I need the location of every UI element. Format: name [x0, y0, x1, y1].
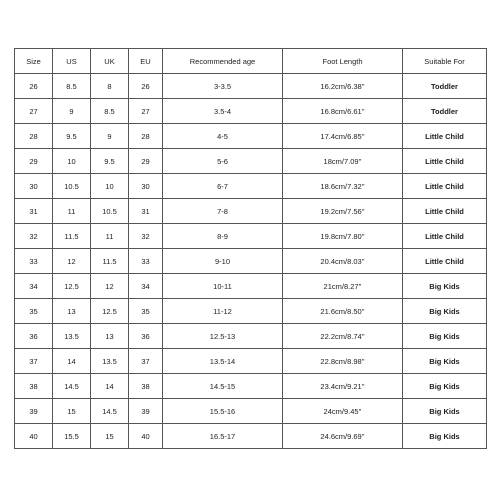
cell-uk: 14: [91, 374, 129, 399]
table-row: [15, 424, 487, 449]
cell-recommended-age: 8-9: [163, 224, 283, 249]
cell-size: 35: [15, 299, 53, 324]
cell-uk: 10: [91, 174, 129, 199]
cell-uk: 11: [91, 224, 129, 249]
cell-suitable-for: Little Child: [403, 199, 487, 224]
table-row: [15, 199, 487, 224]
cell-suitable-for: Little Child: [403, 174, 487, 199]
cell-uk: 14.5: [91, 399, 129, 424]
header-recommended-age: Recommended age: [163, 49, 283, 74]
cell-size: 36: [15, 324, 53, 349]
cell-suitable-for: Big Kids: [403, 349, 487, 374]
table-row: [15, 174, 487, 199]
cell-us: 13: [53, 299, 91, 324]
cell-us: 11.5: [53, 224, 91, 249]
cell-uk: 15: [91, 424, 129, 449]
table-row: [15, 299, 487, 324]
cell-recommended-age: 10-11: [163, 274, 283, 299]
cell-recommended-age: 13.5-14: [163, 349, 283, 374]
cell-foot-length: 22.8cm/8.98'': [283, 349, 403, 374]
cell-us: 9.5: [53, 124, 91, 149]
table-row: [15, 124, 487, 149]
cell-size: 40: [15, 424, 53, 449]
cell-foot-length: 23.4cm/9.21'': [283, 374, 403, 399]
cell-suitable-for: Big Kids: [403, 274, 487, 299]
cell-us: 11: [53, 199, 91, 224]
cell-recommended-age: 14.5-15: [163, 374, 283, 399]
cell-size: 26: [15, 74, 53, 99]
table-row: [15, 274, 487, 299]
cell-foot-length: 20.4cm/8.03'': [283, 249, 403, 274]
cell-foot-length: 16.8cm/6.61'': [283, 99, 403, 124]
cell-us: 8.5: [53, 74, 91, 99]
cell-suitable-for: Toddler: [403, 74, 487, 99]
cell-uk: 10.5: [91, 199, 129, 224]
table-row: [15, 99, 487, 124]
header-uk: UK: [91, 49, 129, 74]
cell-us: 15: [53, 399, 91, 424]
cell-eu: 34: [129, 274, 163, 299]
cell-size: 39: [15, 399, 53, 424]
cell-suitable-for: Toddler: [403, 99, 487, 124]
table-row: [15, 374, 487, 399]
cell-uk: 8: [91, 74, 129, 99]
cell-foot-length: 24cm/9.45'': [283, 399, 403, 424]
table-row: [15, 249, 487, 274]
cell-size: 27: [15, 99, 53, 124]
cell-eu: 29: [129, 149, 163, 174]
cell-eu: 38: [129, 374, 163, 399]
cell-foot-length: 18cm/7.09'': [283, 149, 403, 174]
cell-eu: 40: [129, 424, 163, 449]
cell-suitable-for: Big Kids: [403, 374, 487, 399]
size-chart-table: [14, 48, 487, 449]
cell-us: 10.5: [53, 174, 91, 199]
cell-suitable-for: Big Kids: [403, 324, 487, 349]
cell-uk: 9.5: [91, 149, 129, 174]
cell-eu: 26: [129, 74, 163, 99]
cell-foot-length: 24.6cm/9.69'': [283, 424, 403, 449]
cell-uk: 8.5: [91, 99, 129, 124]
cell-foot-length: 16.2cm/6.38'': [283, 74, 403, 99]
cell-foot-length: 21cm/8.27'': [283, 274, 403, 299]
cell-size: 33: [15, 249, 53, 274]
cell-eu: 37: [129, 349, 163, 374]
cell-eu: 33: [129, 249, 163, 274]
cell-recommended-age: 15.5-16: [163, 399, 283, 424]
cell-us: 13.5: [53, 324, 91, 349]
cell-foot-length: 21.6cm/8.50'': [283, 299, 403, 324]
header-us: US: [53, 49, 91, 74]
table-row: [15, 349, 487, 374]
cell-uk: 13.5: [91, 349, 129, 374]
cell-recommended-age: 6-7: [163, 174, 283, 199]
cell-recommended-age: 4-5: [163, 124, 283, 149]
header-foot-length: Foot Length: [283, 49, 403, 74]
cell-recommended-age: 9-10: [163, 249, 283, 274]
cell-eu: 32: [129, 224, 163, 249]
cell-foot-length: 17.4cm/6.85'': [283, 124, 403, 149]
cell-eu: 36: [129, 324, 163, 349]
table-row: [15, 224, 487, 249]
cell-suitable-for: Big Kids: [403, 399, 487, 424]
cell-suitable-for: Little Child: [403, 149, 487, 174]
cell-eu: 30: [129, 174, 163, 199]
cell-uk: 12: [91, 274, 129, 299]
header-row: [15, 49, 487, 74]
cell-eu: 35: [129, 299, 163, 324]
cell-size: 29: [15, 149, 53, 174]
cell-uk: 9: [91, 124, 129, 149]
cell-us: 12: [53, 249, 91, 274]
cell-suitable-for: Little Child: [403, 249, 487, 274]
cell-foot-length: 19.8cm/7.80'': [283, 224, 403, 249]
cell-recommended-age: 3.5-4: [163, 99, 283, 124]
cell-uk: 13: [91, 324, 129, 349]
cell-size: 28: [15, 124, 53, 149]
table-row: [15, 324, 487, 349]
cell-foot-length: 22.2cm/8.74'': [283, 324, 403, 349]
cell-recommended-age: 16.5-17: [163, 424, 283, 449]
cell-size: 31: [15, 199, 53, 224]
cell-suitable-for: Big Kids: [403, 299, 487, 324]
table-body: [15, 74, 487, 449]
cell-recommended-age: 5-6: [163, 149, 283, 174]
header-size: Size: [15, 49, 53, 74]
table-row: [15, 149, 487, 174]
cell-suitable-for: Big Kids: [403, 424, 487, 449]
cell-uk: 11.5: [91, 249, 129, 274]
cell-eu: 27: [129, 99, 163, 124]
table-row: [15, 74, 487, 99]
cell-recommended-age: 11-12: [163, 299, 283, 324]
cell-size: 37: [15, 349, 53, 374]
cell-size: 38: [15, 374, 53, 399]
cell-eu: 39: [129, 399, 163, 424]
cell-us: 10: [53, 149, 91, 174]
table-header: [15, 49, 487, 74]
cell-suitable-for: Little Child: [403, 124, 487, 149]
cell-us: 14: [53, 349, 91, 374]
cell-foot-length: 19.2cm/7.56'': [283, 199, 403, 224]
cell-size: 30: [15, 174, 53, 199]
cell-foot-length: 18.6cm/7.32'': [283, 174, 403, 199]
cell-eu: 31: [129, 199, 163, 224]
cell-size: 34: [15, 274, 53, 299]
cell-uk: 12.5: [91, 299, 129, 324]
cell-recommended-age: 3-3.5: [163, 74, 283, 99]
cell-eu: 28: [129, 124, 163, 149]
table-row: [15, 399, 487, 424]
cell-suitable-for: Little Child: [403, 224, 487, 249]
header-eu: EU: [129, 49, 163, 74]
cell-us: 9: [53, 99, 91, 124]
cell-recommended-age: 12.5-13: [163, 324, 283, 349]
cell-size: 32: [15, 224, 53, 249]
cell-us: 15.5: [53, 424, 91, 449]
cell-us: 14.5: [53, 374, 91, 399]
cell-recommended-age: 7-8: [163, 199, 283, 224]
header-suitable-for: Suitable For: [403, 49, 487, 74]
cell-us: 12.5: [53, 274, 91, 299]
